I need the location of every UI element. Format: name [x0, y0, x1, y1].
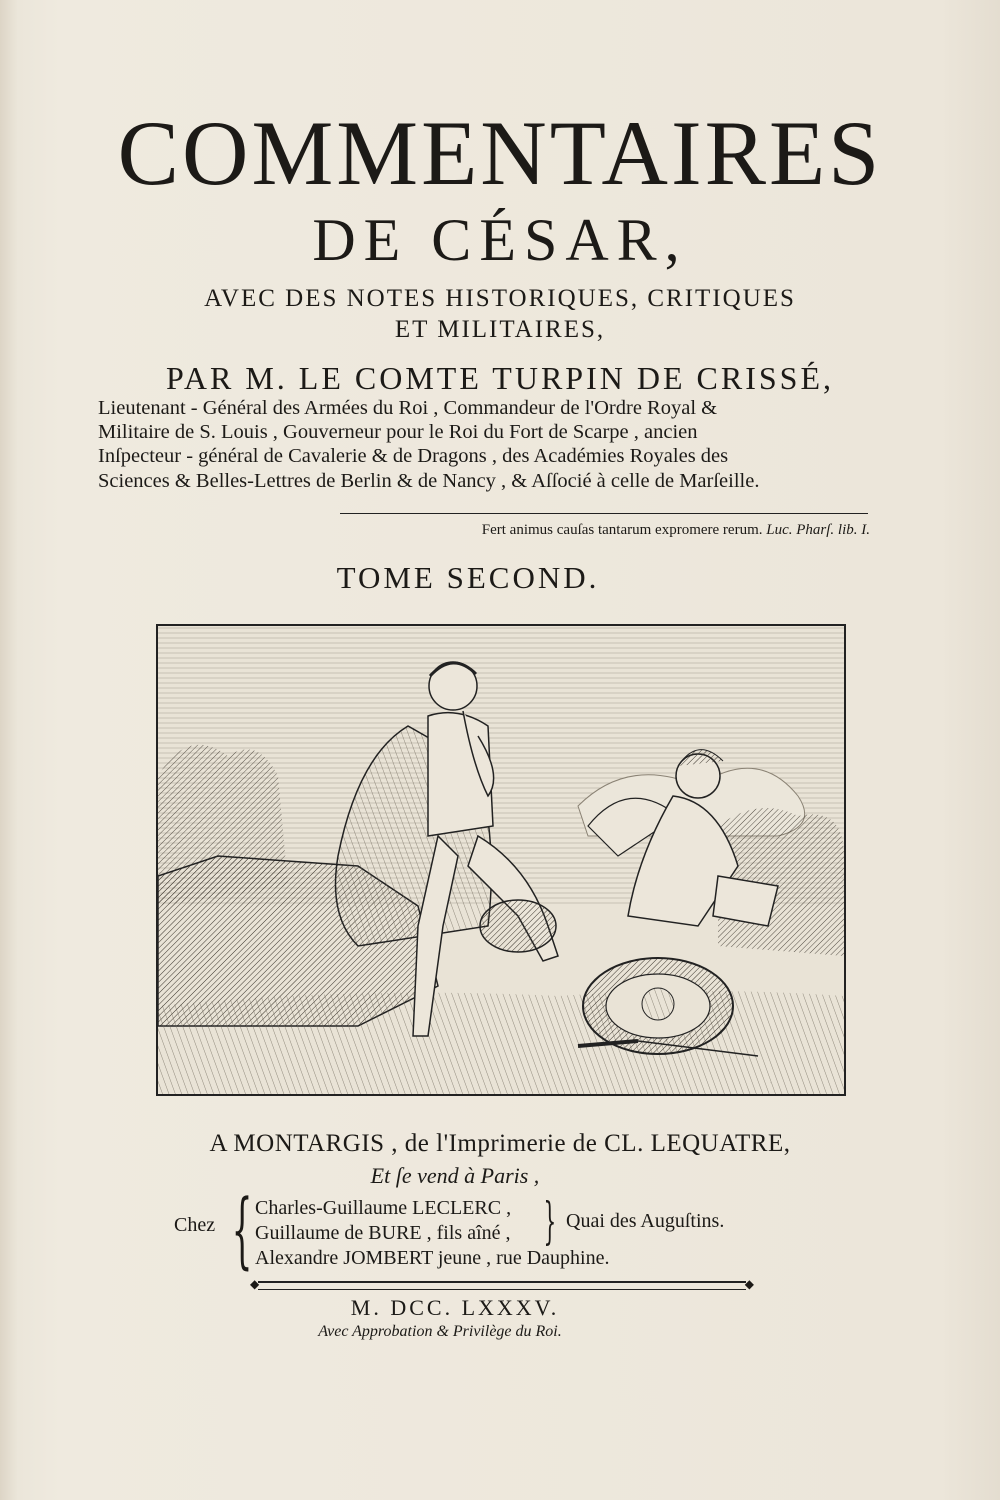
author-line: PAR M. LE COMTE TURPIN DE CRISSÉ, [166, 360, 834, 396]
publication-year: M. DCC. LXXXV. [350, 1295, 560, 1320]
left-brace: { [231, 1183, 253, 1278]
divider-rule [340, 513, 868, 514]
seller-name: Charles-Guillaume LECLERC , [255, 1197, 512, 1219]
volume-label: TOME SECOND. [336, 560, 600, 595]
book-title-line1: COMMENTAIRES [117, 102, 883, 204]
subtitle-line2: ET MILITAIRES, [394, 316, 606, 343]
frontispiece-engraving [156, 624, 846, 1096]
epigraph-text: Fert animus cauſas tantarum expromere rerum. [481, 522, 763, 538]
epigraph-source: Luc. Pharſ. lib. I. [766, 522, 870, 538]
royal-privilege: Avec Approbation & Privilège du Roi. [318, 1323, 562, 1340]
sale-location: Et ſe vend à Paris , [370, 1163, 540, 1188]
description-line: Sciences & Belles-Lettres de Berlin & de Nancy , & Aſſocié à celle de Marſeille. [98, 469, 760, 492]
description-line: Militaire de S. Louis , Gouverneur pour le Roi du Fort de Scarpe , ancien [98, 421, 698, 444]
book-title-line2: DE CÉSAR, [312, 207, 688, 273]
engraving-illustration [158, 626, 844, 1094]
description-line: Inſpecteur - général de Cavalerie & de Dragons , des Académies Royales des [98, 445, 729, 468]
sellers-label: Chez [174, 1214, 216, 1236]
seller-address: Quai des Auguſtins. [566, 1210, 725, 1232]
author-description [98, 396, 888, 493]
sellers-list [255, 1192, 610, 1271]
epigraph [340, 522, 870, 539]
seller-name: Alexandre JOMBERT jeune , rue Dauphine. [255, 1247, 610, 1269]
rule-ornament-left: ◆ [250, 1277, 260, 1291]
seller-name: Guillaume de BURE , fils aîné , [255, 1222, 511, 1244]
rule-ornament-right: ◆ [744, 1277, 754, 1291]
subtitle-line1: AVEC DES NOTES HISTORIQUES, CRITIQUES [204, 285, 796, 312]
imprint-line: A MONTARGIS , de l'Imprimerie de CL. LEQUATRE, [209, 1130, 791, 1157]
description-line: Lieutenant - Général des Armées du Roi , Commandeur de l'Ordre Royal & [98, 397, 718, 419]
ornamental-rule [250, 1277, 754, 1291]
right-brace: } [543, 1192, 557, 1250]
